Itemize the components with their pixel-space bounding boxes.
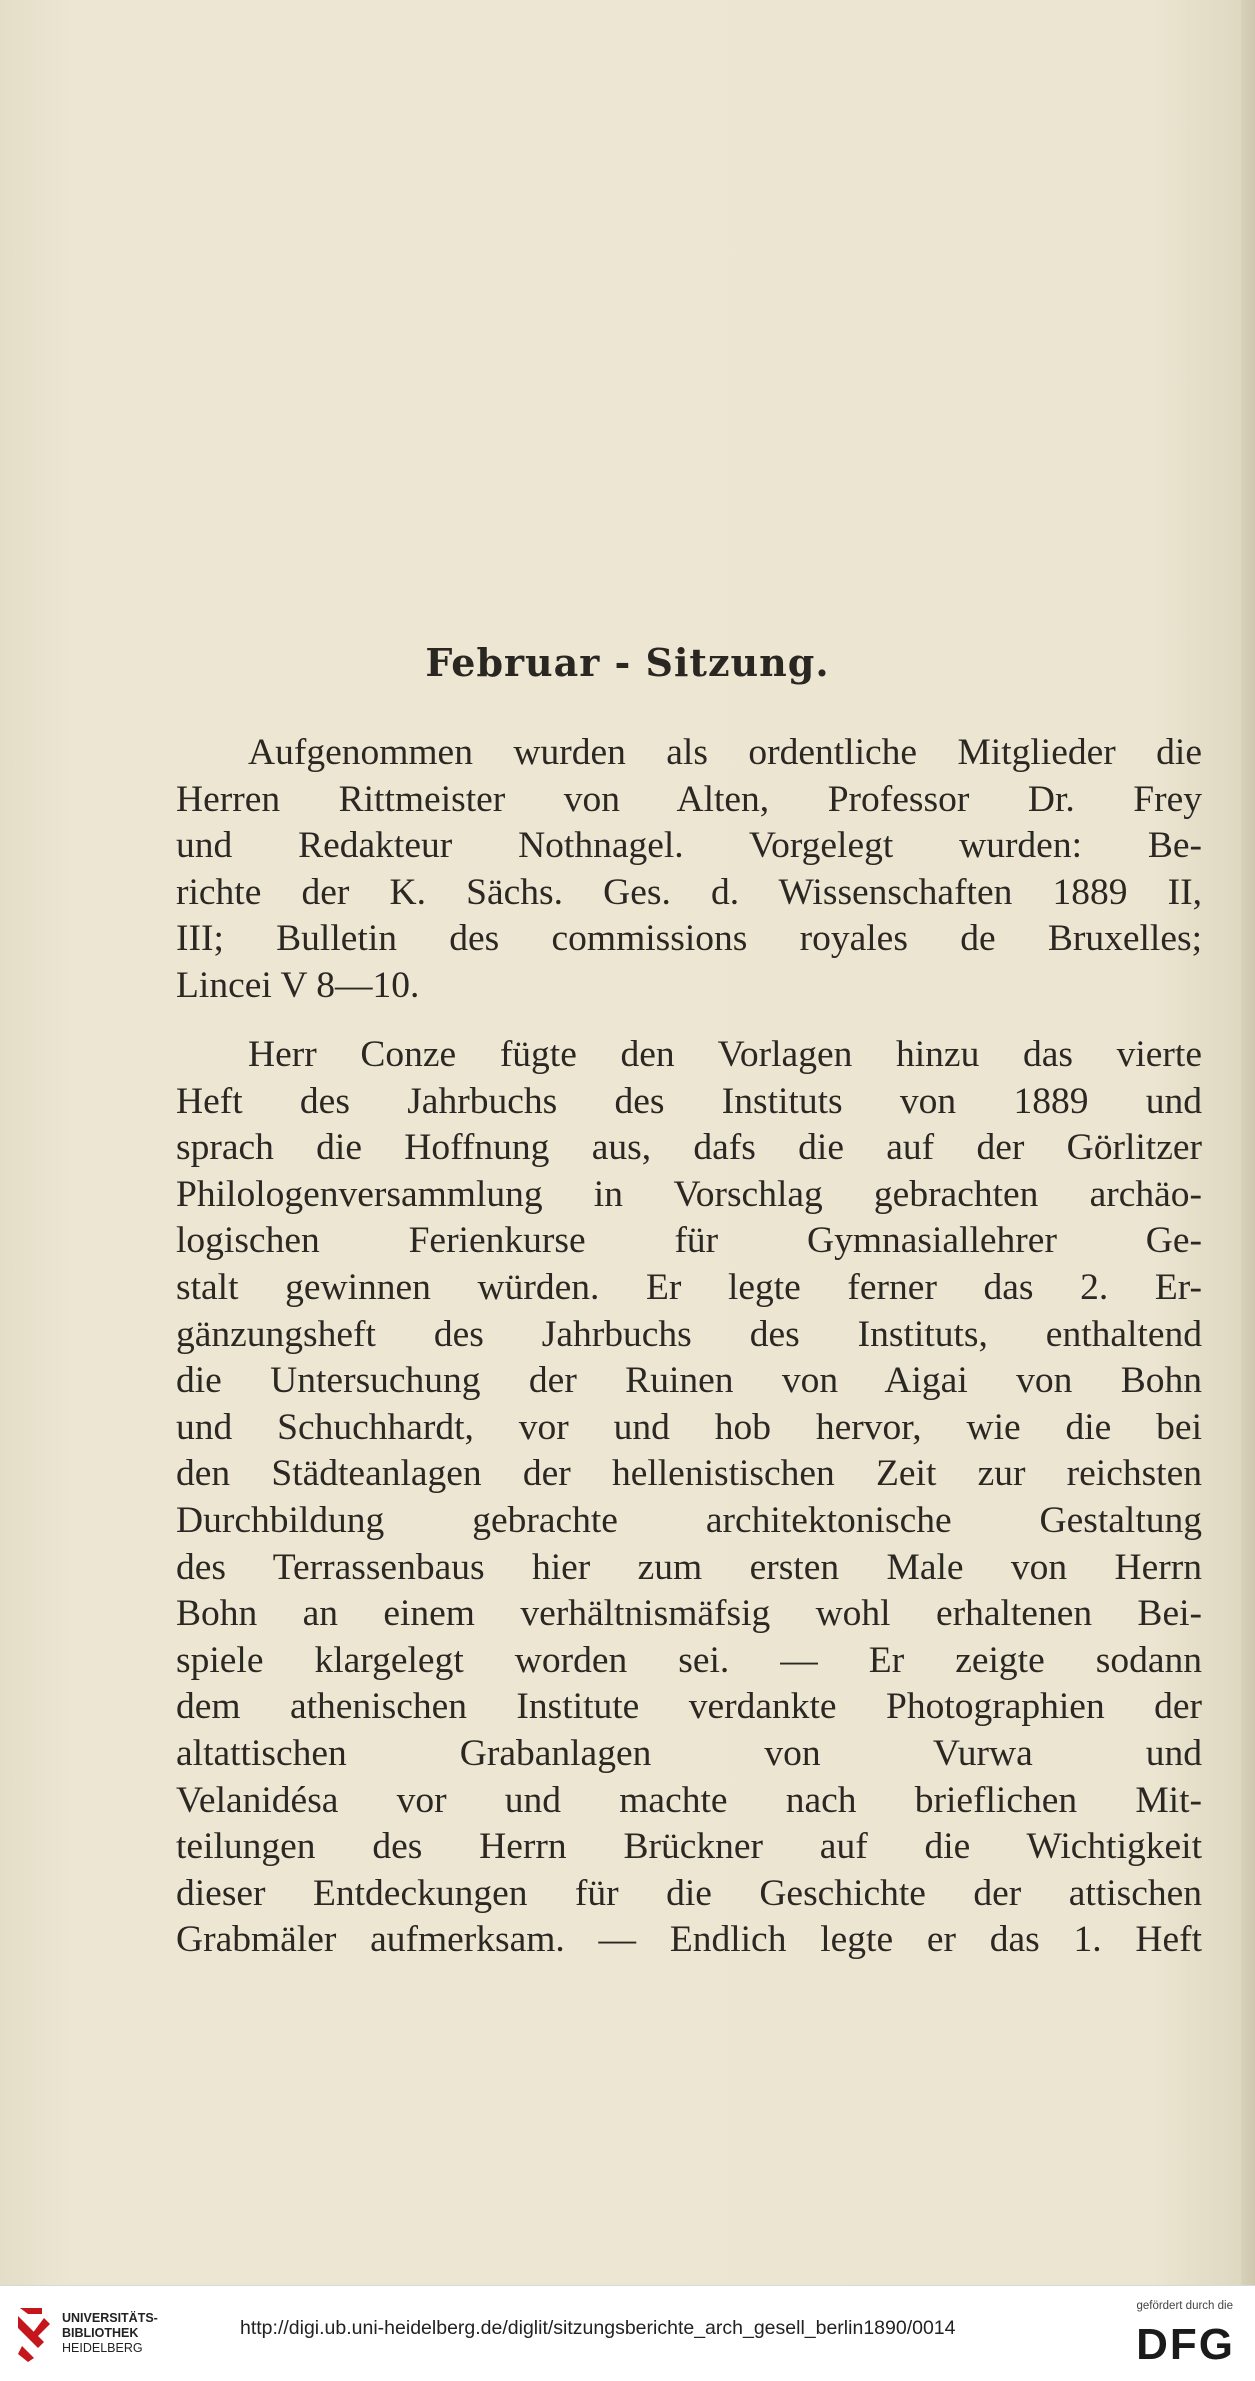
text-line: den Städteanlagen der hellenistischen Zeit zur reichsten <box>176 1453 1202 1495</box>
text-line: Bohn an einem verhältnismäfsig wohl erhaltenen Bei- <box>176 1593 1202 1635</box>
paragraph-1 <box>176 730 1202 1010</box>
text-line: und Redakteur Nothnagel. Vorgelegt wurden: Be- <box>176 825 1202 867</box>
text-line: sprach die Hoffnung aus, dafs die auf der Görlitzer <box>176 1127 1202 1169</box>
text-line: Velanidésa vor und machte nach brieflichen Mit- <box>176 1779 1202 1821</box>
text-line: stalt gewinnen würden. Er legte ferner das 2. Er- <box>176 1266 1202 1308</box>
text-line: Herren Rittmeister von Alten, Professor Dr. Frey <box>176 778 1202 820</box>
page-edge <box>1241 0 1255 2285</box>
text-line: Durchbildung gebrachte architektonische Gestaltung <box>176 1499 1202 1541</box>
text-line: die Untersuchung der Ruinen von Aigai von Bohn <box>176 1360 1202 1402</box>
library-name-line1: UNIVERSITÄTS- <box>62 2311 158 2325</box>
text-line: Grabmäler aufmerksam. — Endlich legte er das 1. Heft <box>176 1919 1202 1961</box>
text-line: III; Bulletin des commissions royales de Bruxelles; <box>176 918 1202 960</box>
text-line: und Schuchhardt, vor und hob hervor, wie die bei <box>176 1406 1202 1448</box>
library-logo-text[interactable] <box>62 2311 158 2356</box>
funding-label: gefördert durch die <box>1136 2300 1233 2312</box>
paragraph-2 <box>176 1032 1202 1964</box>
text-line: Heft des Jahrbuchs des Instituts von 1889 und <box>176 1080 1202 1122</box>
text-line: Philologenversammlung in Vorschlag gebrachten archäo- <box>176 1173 1202 1215</box>
permalink-url[interactable]: http://digi.ub.uni-heidelberg.de/diglit/sitzungsberichte_arch_gesell_berlin1890/0014 <box>240 2317 956 2339</box>
text-line: des Terrassenbaus hier zum ersten Male von Herrn <box>176 1546 1202 1588</box>
section-heading: Februar - Sitzung. <box>425 640 830 685</box>
text-line: spiele klargelegt worden sei. — Er zeigte sodann <box>176 1639 1202 1681</box>
text-line: richte der K. Sächs. Ges. d. Wissenschaften 1889 II, <box>176 871 1202 913</box>
text-line: logischen Ferienkurse für Gymnasiallehrer Ge- <box>176 1220 1202 1262</box>
dfg-logo[interactable]: DFG <box>1136 2320 1235 2369</box>
text-line: Aufgenommen wurden als ordentliche Mitglieder die <box>248 732 1202 773</box>
text-line: dieser Entdeckungen für die Geschichte der attischen <box>176 1872 1202 1914</box>
text-line: teilungen des Herrn Brückner auf die Wichtigkeit <box>176 1826 1202 1868</box>
text-line: Herr Conze fügte den Vorlagen hinzu das vierte <box>248 1034 1202 1075</box>
library-name-line2: BIBLIOTHEK <box>62 2326 139 2340</box>
text-line: dem athenischen Institute verdankte Photographien der <box>176 1686 1202 1728</box>
text-line: gänzungsheft des Jahrbuchs des Instituts, enthaltend <box>176 1313 1202 1355</box>
text-line: altattischen Grabanlagen von Vurwa und <box>176 1732 1202 1774</box>
text-line: Lincei V 8—10. <box>176 964 420 1006</box>
library-name-line3: HEIDELBERG <box>62 2341 143 2355</box>
ub-heidelberg-logo-icon <box>14 2302 54 2366</box>
